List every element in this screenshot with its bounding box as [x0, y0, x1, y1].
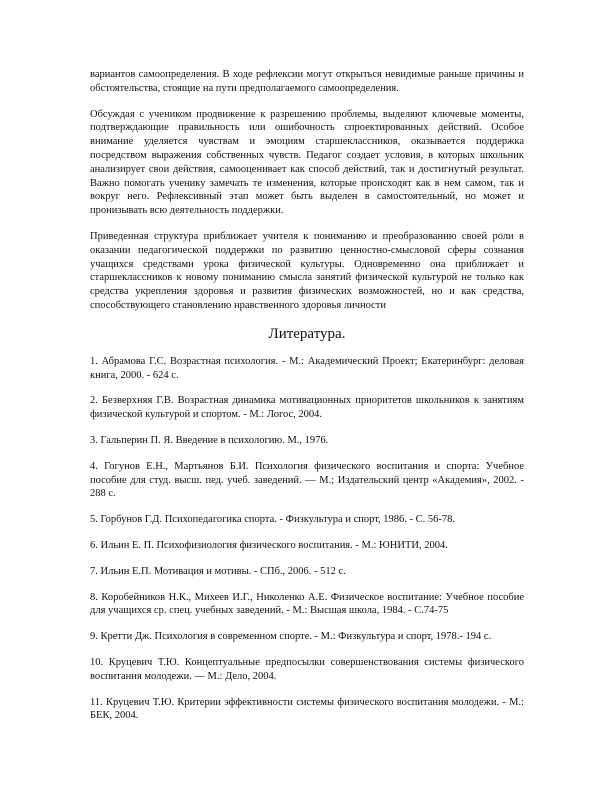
reference-item-11: 11. Круцевич Т.Ю. Критерии эффективности системы физического воспитания молодежи. - М.: БЕК, 2004.	[90, 696, 524, 722]
paragraph-3: Приведенная структура приближает учителя к пониманию и преобразованию своей роли в оказании педагогической поддержки по развитию ценностно-смысловой сферы сознания учащихся средствами урока физической культуры. Одновременно она приближает и старшеклассников к новому пониманию смысла занятий физической культурой не только как средства укрепления здоровья и развития физических возможностей, но и как средства, способствующего становлению нравственного здоровья личности	[90, 230, 524, 311]
reference-item-5: 5. Горбунов Г.Д. Психопедагогика спорта. - Физкультура и спорт, 1986. - С. 56-78.	[90, 514, 456, 526]
reference-item-7: 7. Ильин Е.П. Мотивация и мотивы. - СПб., 2006. - 512 с.	[90, 565, 346, 577]
reference-list	[90, 355, 524, 723]
reference-item-10: 10. Круцевич Т.Ю. Концептуальные предпосылки совершенствования системы физического воспитания молодежи. — М.: Дело, 2004.	[90, 656, 524, 682]
reference-item-6: 6. Ильин Е. П. Психофизиология физического воспитания. - М.: ЮНИТИ, 2004.	[90, 539, 448, 551]
reference-item-4: 4. Гогунов Е.Н., Мартьянов Б.И. Психология физического воспитания и спорта: Учебное пособие для студ. высш. пед. учеб. заведений. — М.; Издательский центр «Академия», 2002. - 288 с.	[90, 460, 524, 500]
reference-item-1: 1. Абрамова Г.С. Возрастная психология. - М.: Академический Проект; Екатеринбург: деловая книга, 2000. - 624 с.	[90, 355, 524, 381]
literature-heading: Литература.	[268, 325, 346, 342]
reference-item-8: 8. Коробейников Н.К., Михеев И.Г., Николенко А.Е. Физическое воспитание: Учебное пособие для учащихся ср. спец. учебных заведений. - М.: Высшая школа, 1984. - С.74-75	[90, 591, 524, 617]
paragraph-1: вариантов самоопределения. В ходе рефлексии могут открыться невидимые раньше причины и обстоятельства, стоящие на пути предполагаемого самоопределения.	[90, 69, 524, 94]
reference-item-9: 9. Кретти Дж. Психология в современном спорте. - М.: Физкультура и спорт, 1978.- 194 с.	[90, 631, 492, 643]
reference-item-3: 3. Гальперин П. Я. Введение в психологию. М., 1976.	[90, 434, 329, 446]
reference-item-2: 2. Безверхняя Г.В. Возрастная динамика мотивационных приоритетов школьников к занятиям физической культурой и спортом. - М.: Логос, 2004.	[90, 395, 524, 421]
paragraph-2: Обсуждая с учеником продвижение к разрешению проблемы, выделяют ключевые моменты, подтверждающие правильность или ошибочность спроектированных действий. Особое внимание уделяется чувствам и эмоциям старшеклассников, оказывается поддержка посредством выражения собственных чувств. Педагог создает условия, в которых школьник анализирует свои действия, самооценивает как способ действий, так и достигнутый результат. Важно помогать ученику замечать те изменения, которые происходят как в нем самом, так и вокруг него. Рефлексивный этап может быть выделен в самостоятельный, но может и пронизывать всю деятельность поддержки.	[90, 108, 524, 217]
